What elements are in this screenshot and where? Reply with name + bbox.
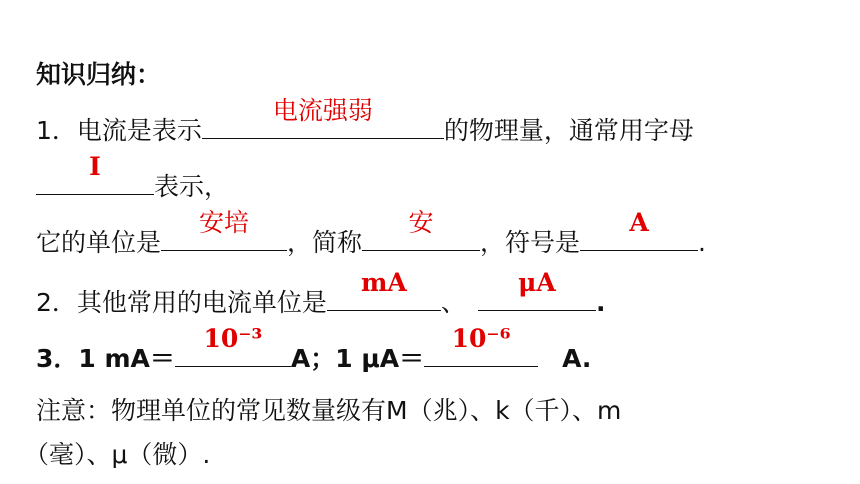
item-1b-text-d: . <box>698 228 706 257</box>
item-1-text-a: 1．电流是表示 <box>36 116 202 145</box>
answer-ma-conversion: 10⁻³ <box>203 324 263 353</box>
item-2-line <box>36 268 606 318</box>
item-2-text-c: . <box>595 288 606 317</box>
blank-ma-conversion[interactable] <box>175 324 291 367</box>
heading: 知识归纳： <box>36 60 162 89</box>
note-text-1: 注意：物理单位的常见数量级有M（兆）、k（千）、m <box>36 396 622 425</box>
blank-symbol-letter[interactable] <box>36 152 154 195</box>
item-1-line-1 <box>36 96 694 146</box>
answer-unit-ua: μA <box>518 268 556 297</box>
note-line-2 <box>24 438 210 474</box>
blank-ua-conversion[interactable] <box>424 324 538 367</box>
blank-current-strength[interactable] <box>202 96 444 139</box>
blank-unit-symbol[interactable] <box>580 208 698 251</box>
answer-unit-name: 安培 <box>199 208 250 237</box>
item-3-text-c: A. <box>562 344 592 373</box>
note-text-2: （毫）、μ（微）. <box>24 440 211 469</box>
item-2-text-b: 、 <box>440 288 466 317</box>
blank-unit-name[interactable] <box>161 208 287 251</box>
answer-current-strength: 电流强弱 <box>272 96 373 125</box>
blank-short-name[interactable] <box>362 208 480 251</box>
item-3-text-b: A；1 μA＝ <box>290 344 425 373</box>
answer-symbol-letter: I <box>89 152 101 181</box>
item-1b-text-c: ，符号是 <box>480 228 581 257</box>
answer-unit-ma: mA <box>360 268 407 297</box>
note-line-1 <box>36 394 621 430</box>
item-1b-text-b: ，简称 <box>287 228 363 257</box>
item-1-line-3 <box>36 208 706 258</box>
item-1-line-2 <box>36 152 230 202</box>
item-2-text-a: 2．其他常用的电流单位是 <box>36 288 327 317</box>
answer-short-name: 安 <box>408 208 434 237</box>
blank-unit-ua[interactable] <box>478 268 596 311</box>
item-1-text-c: 表示， <box>154 172 230 201</box>
item-1b-text-a: 它的单位是 <box>36 228 162 257</box>
answer-unit-symbol: A <box>629 208 649 237</box>
item-3-line <box>36 324 592 374</box>
item-1-text-b: 的物理量，通常用字母 <box>443 116 694 145</box>
blank-unit-ma[interactable] <box>327 268 441 311</box>
item-3-text-a: 3．1 mA＝ <box>36 344 175 373</box>
answer-ua-conversion: 10⁻⁶ <box>451 324 511 353</box>
